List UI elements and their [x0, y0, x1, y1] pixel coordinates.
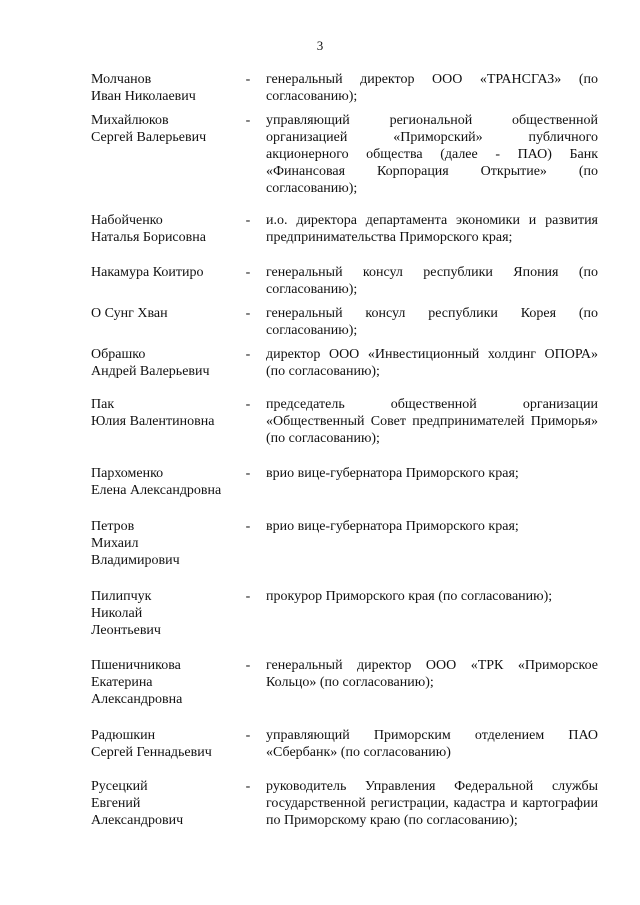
person-position: управляющий региональной общественной организацией «Приморский» публичного акционерного общества (далее - ПАО) Банк «Финансовая Корпорация Открытие» (по согласованию); [266, 113, 598, 196]
person-name: Петров Михаил Владимирович [91, 519, 180, 568]
person-position: председатель общественной организации «Общественный Совет предпринимателей Приморья» (по согласованию); [266, 397, 598, 446]
person-position: генеральный консул республики Корея (по согласованию); [266, 306, 598, 338]
page-number: 3 [316, 38, 324, 53]
dash-separator: - [245, 72, 251, 87]
person-position: директор ООО «Инвестиционный холдинг ОПОРА» (по согласованию); [266, 347, 598, 379]
person-name: Русецкий Евгений Александрович [91, 779, 184, 828]
person-name: Пилипчук Николай Леонтьевич [91, 589, 161, 638]
person-position: врио вице-губернатора Приморского края; [266, 519, 519, 534]
dash-separator: - [245, 466, 251, 481]
person-name: Пшеничникова Екатерина Александровна [91, 658, 183, 707]
dash-separator: - [245, 113, 251, 128]
dash-separator: - [245, 658, 251, 673]
person-name: Молчанов Иван Николаевич [91, 72, 196, 104]
person-position: врио вице-губернатора Приморского края; [266, 466, 519, 481]
dash-separator: - [245, 728, 251, 743]
person-name: Накамура Коитиро [91, 265, 204, 280]
person-name: Пак Юлия Валентиновна [91, 397, 215, 429]
person-position: и.о. директора департамента экономики и развития предпринимательства Приморского края; [266, 213, 598, 245]
dash-separator: - [245, 779, 251, 794]
person-name: О Сунг Хван [91, 306, 168, 321]
person-position: управляющий Приморским отделением ПАО «Сбербанк» (по согласованию) [266, 728, 598, 760]
dash-separator: - [245, 306, 251, 321]
person-position: прокурор Приморского края (по согласованию); [266, 589, 553, 604]
dash-separator: - [245, 347, 251, 362]
person-name: Набойченко Наталья Борисовна [91, 213, 206, 245]
dash-separator: - [245, 397, 251, 412]
person-name: Обрашко Андрей Валерьевич [91, 347, 210, 379]
person-name: Михайлюков Сергей Валерьевич [91, 113, 207, 145]
dash-separator: - [245, 589, 251, 604]
dash-separator: - [245, 519, 251, 534]
person-position: генеральный директор ООО «ТРК «Приморское Кольцо» (по согласованию); [266, 658, 598, 690]
person-position: руководитель Управления Федеральной службы государственной регистрации, кадастра и картографии по Приморскому краю (по согласованию); [266, 779, 598, 828]
person-position: генеральный директор ООО «ТРАНСГАЗ» (по согласованию); [266, 72, 598, 104]
person-name: Радюшкин Сергей Геннадьевич [91, 728, 212, 760]
dash-separator: - [245, 265, 251, 280]
person-name: Пархоменко Елена Александровна [91, 466, 222, 498]
person-position: генеральный консул республики Япония (по согласованию); [266, 265, 598, 297]
dash-separator: - [245, 213, 251, 228]
